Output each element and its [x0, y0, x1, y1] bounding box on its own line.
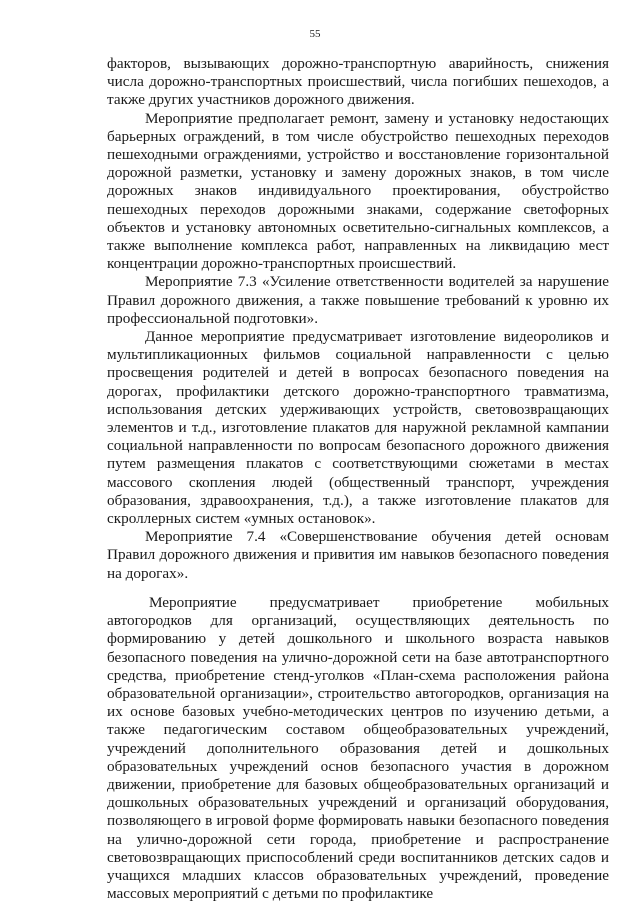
paragraph-continuation: факторов, вызывающих дорожно-транспортную аварийность, снижения числа дорожно-транспортных происшествий, числа погибших пешеходов, а также других участников дорожного движения. — [107, 55, 609, 109]
paragraph-measure-7-3: Мероприятие 7.3 «Усиление ответственности водителей за нарушение Правил дорожного движения, а также повышение требований к уровню их профессиональной подготовки». — [107, 273, 609, 327]
paragraph-measure-7-4: Мероприятие 7.4 «Совершенствование обучения детей основам Правил дорожного движения и привития им навыков безопасного поведения на дорогах». — [107, 528, 609, 582]
page-number: 55 — [309, 28, 321, 40]
document-body — [107, 55, 609, 903]
paragraph-videos-posters: Данное мероприятие предусматривает изготовление видеороликов и мультипликационных фильмов социальной направленности с целью просвещения родителей и детей в вопросах безопасного поведения на дорогах, профилактики детского дорожно-транспортного травматизма, использования детских удерживающих устройств, световозвращающих элементов и т.д., изготовление плакатов для наружной рекламной кампании социальной направленности по вопросам безопасного дорожного движения путем размещения плакатов с соответствующими сюжетами в местах массового скопления людей (общественный транспорт, учреждения образования, здравоохранения, т.д.), а также изготовление плакатов для скроллерных систем «умных остановок». — [107, 328, 609, 528]
paragraph-barriers: Мероприятие предполагает ремонт, замену и установку недостающих барьерных ограждений, в том числе обустройство пешеходных переходов пешеходными ограждениями, устройство и восстановление горизонтальной дорожной разметки, установку и замену дорожных знаков, в том числе дорожных знаков индивидуального проектирования, обустройство пешеходных переходов дорожными знаками, содержание светофорных объектов и установку автономных осветительно-сигнальных комплексов, а также выполнение комплекса работ, направленных на ликвидацию мест концентрации дорожно-транспортных происшествий. — [107, 109, 609, 273]
paragraph-autotowns: Мероприятие предусматривает приобретение мобильных автогородков для организаций, осуществляющих деятельность по формированию у детей дошкольного и школьного возраста навыков безопасного поведения на улично-дорожной сети на базе автотранспортного средства, приобретение стенд-уголков «План-схема расположения района образовательной организации», строительство автогородков, организация на их основе базовых учебно-методических центров по изучению детьми, а также педагогическим составом общеобразовательных учреждений, учреждений дополнительного образования детей и дошкольных образовательных учреждений основ безопасного участия в дорожном движении, приобретение для базовых общеобразовательных организаций и дошкольных образовательных учреждений и организаций оборудования, позволяющего в игровой форме формировать навыки безопасного поведения на улично-дорожной сети города, приобретение и распространение световозвращающих приспособлений среди воспитанников детских садов и учащихся младших классов образовательных учреждений, проведение массовых мероприятий с детьми по профилактике — [107, 593, 609, 903]
